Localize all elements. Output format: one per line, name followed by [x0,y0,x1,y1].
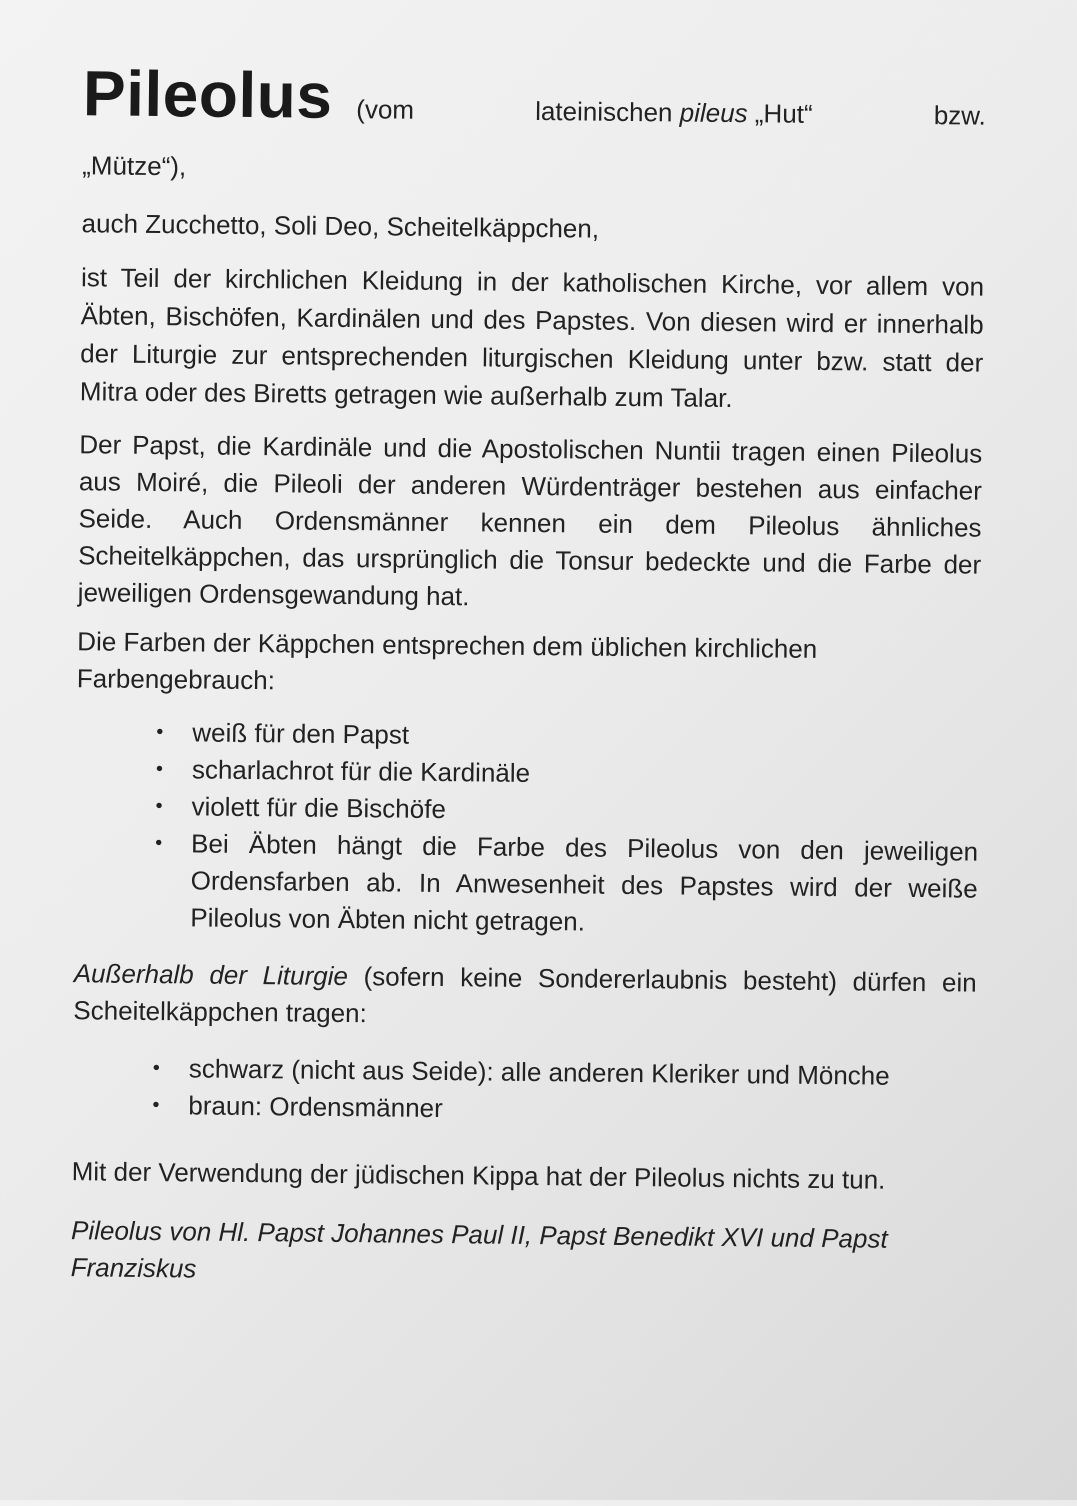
paragraph-definition: ist Teil der kirchlichen Kleidung in der katholischen Kirche, vor allem von Äbten, Bischöfen, Kardinälen und des Papstes. Von diesen wird er innerhalb der Liturgie zur entsprechenden liturgischen Kleidung unter bzw. statt der Mitra oder des Biretts getragen wie außerhalb zum Talar. [79,262,985,414]
outside-liturgy-list [72,1049,976,1132]
outside-liturgy-rest: (sofern keine Sondererlaubnis besteht) dürfen ein Scheitelkäppchen tragen: [73,961,977,1029]
title-word-lateinischen: lateinischen [535,95,673,128]
image-caption: Pileolus von Hl. Papst Johannes Paul II, Papst Benedikt XVI und Papst Franziskus [70,1215,888,1284]
title-word-bzw: bzw. [933,100,986,131]
list-item: • Bei Äbten hängt die Farbe des Pileolus von den jeweiligen Ordensfarben ab. In Anwesenheit des Papstes wird der weiße Pileolus von Äbten nicht getragen. [154,825,978,945]
title-continuation: „Mütze“), [82,150,187,182]
list-item: • braun: Ordensmänner [152,1087,975,1133]
paragraph-colors-intro: Die Farben der Käppchen entsprechen dem üblichen kirchlichen Farbengebrauch: [76,626,818,696]
alias-line: auch Zucchetto, Soli Deo, Scheitelkäppchen, [81,208,600,244]
title-line [82,57,987,145]
list-item: • weiß für den Papst [156,714,979,760]
document-title: Pileolus [82,57,333,132]
outside-liturgy-italic: Außerhalb der Liturgie [73,958,349,992]
title-word-hut: „Hut“ [754,98,813,129]
title-paren-lateinischen [535,81,813,144]
list-item: • scharlachrot für die Kardinäle [156,751,979,797]
paragraph-kippa: Mit der Verwendung der jüdischen Kippa hat der Pileolus nichts zu tun. [71,1156,886,1195]
paragraph-outside-liturgy [73,955,977,1038]
list-item: • violett für die Bischöfe [155,788,978,834]
paragraph-materials: Der Papst, die Kardinäle und die Apostolischen Nuntii tragen einen Pileolus aus Moiré, die Pileoli der anderen Würdenträger bestehen aus einfacher Seide. Auch Ordensmänner kennen ein dem Pileolus ähnliches Scheitelkäppchen, das ursprünglich die Tonsur bedeckte und die Farbe der jeweiligen Ordensgewandung hat. [77,429,983,612]
color-list [74,713,979,944]
title-italic-pileus: pileus [679,97,748,129]
title-paren-vom: (vom [356,94,415,125]
list-item: • schwarz (nicht aus Seide): alle anderen Kleriker und Mönche [153,1050,976,1096]
